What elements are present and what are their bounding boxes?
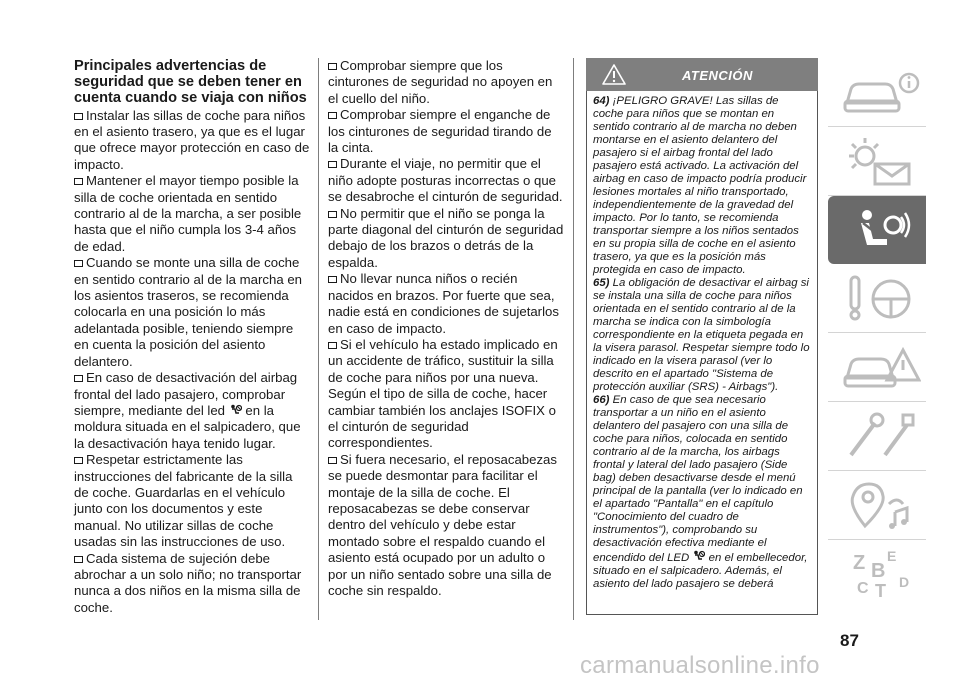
tab-road-warning[interactable] [828,333,926,402]
navigation-music-icon [841,478,921,533]
warning-triangle-icon [602,64,626,85]
road-warning-icon [841,340,921,395]
airbag-off-led-icon [692,550,705,562]
car-info-icon [841,65,921,120]
bullet-item: Durante el viaje, no permitir que el niño adopte posturas incorrectas o que se desabroche el cinturón de seguridad. [328,156,563,205]
index-letter: B [871,560,886,582]
bullet-item: Si fuera necesario, el reposacabezas se puede desmontar para facilitar el montaje de la silla de coche. El reposacabezas se debe conservar dentro del vehículo y debe estar montado sobre el respaldo cuando el asiento está ocupado por un adulto o por un niño sentado sobre una silla de coche sin respaldo. [328,451,557,598]
checkbox-icon [328,276,337,283]
column-divider [318,58,319,620]
index-letter: D [899,574,910,590]
checkbox-icon [328,161,337,168]
warning-number: 66) [593,394,610,406]
checkbox-icon [74,113,83,120]
checkbox-icon [74,260,83,267]
checkbox-icon [74,375,83,382]
page-number: 87 [840,631,859,650]
checkbox-icon [328,63,337,70]
bullet-item: No permitir que el niño se ponga la parte diagonal del cinturón de seguridad debajo de los brazos o detrás de la espalda. [328,205,564,270]
airbag-off-led-icon [229,404,242,416]
tab-key-steering[interactable] [828,264,926,333]
checkbox-icon [74,457,83,464]
warning-header [586,58,818,91]
lights-mail-icon [841,134,921,189]
bullet-item: Comprobar siempre el enganche de los cinturones de seguridad tirando de la cinta. [328,107,552,156]
index-letter: E [887,548,897,564]
checkbox-icon [74,556,83,563]
bullet-item: Cada sistema de sujeción debe abrochar a un solo niño; no transportar nunca a dos niños en la misma silla de coche. [74,550,302,615]
warning-item: 64) ¡PELIGRO GRAVE! Las sillas de coche para niños que se montan en sentido contrario al de marcha no deben montarse en el asiento delantero del pasajero si el airbag frontal del lado pasajero está activado. La activación del airbag en caso de impacto podría producir lesiones mortales al niño transportado, independientemente de la gravedad del impacto. Por lo tanto, se recomienda transportar siempre a los niños sentados en su propia silla de coche en el asiento trasero, ya que es la posición más protegida en caso de impacto. [593,95,807,276]
bullet-item: Comprobar siempre que los cinturones de seguridad no apoyen en el cuello del niño. [328,58,553,106]
tools-icon [841,409,921,464]
tab-lights-mail[interactable] [828,127,926,196]
warning-box [586,58,818,620]
warning-number: 65) [593,277,610,289]
checkbox-icon [328,342,337,349]
tab-index[interactable] [828,540,926,608]
bullet-item: Mantener el mayor tiempo posible la silla de coche orientada en sentido contrario al de la marcha, a ser posible hasta que el niño cumpla los 3-4 años de edad. [74,173,302,254]
bullet-item: Instalar las sillas de coche para niños en el asiento trasero, ya que es el lugar que ofrece mayor protección en caso de impacto. [74,107,310,172]
tab-navigation-music[interactable] [828,471,926,540]
bullet-item: Si el vehículo ha estado implicado en un accidente de tráfico, sustituir la silla de coche para niños por una nueva. Según el tipo de silla de coche, hacer cambiar también los anclajes ISOFIX o el cinturón de seguridad correspondientes. [328,336,558,451]
warning-item: 65) La obligación de desactivar el airbag si se instala una silla de coche para niños orientada en el sentido contrario al de la marcha se indica con la simbología correspondiente en la etiqueta pegada en la visera parasol. Respetar siempre todo lo indicado en la visera parasol (ver lo descrito en el apartado "Sistema de protección auxiliar (SRS) - Airbags"). [593,277,810,393]
key-steering-icon [841,271,921,326]
index-letter: C [857,580,869,597]
warning-item: 66) En caso de que sea necesario transportar a un niño en el asiento delantero del pasajero con una silla de coche para niños, colocada en sentido contrario al de la marcha, los airbags frontal y lateral del lado pasajero (Side bag) deben desactivarse desde el menú principal de la pantalla (ver lo indicado en el apartado "Pantalla" en el capítulo "Conocimiento del cuadro de instrumentos"), comprobando su desactivación efectiva mediante el encendido del LED en el embellecedor, situado en el salpicadero. Además, el asiento del lado pasajero se deberá [593,394,808,590]
bullet-item: Respetar estrictamente las instrucciones del fabricante de la silla de coche. Guardarlas en el vehículo junto con los documentos y este manual. No utilizar sillas de coche usadas sin las instrucciones de uso. [74,452,293,550]
checkbox-icon [328,457,337,464]
tab-car-info[interactable] [828,58,926,127]
bullet-item: En caso de desactivación del airbag frontal del lado pasajero, comprobar siempre, mediante del led en la moldura situada en el salpicadero, que la desactivación haya tenido lugar. [74,370,301,451]
index-icon [841,547,921,602]
footer-watermark[interactable]: carmanualsonline.info [580,652,820,679]
index-letter: T [875,581,886,601]
checkbox-icon [328,211,337,218]
seat-airbag-icon [841,203,921,258]
column-divider [573,58,574,620]
column-2 [328,58,564,599]
bullet-item: No llevar nunca niños o recién nacidos en brazos. Por fuerte que sea, nadie está en condiciones de sujetarlos en caso de impacto. [328,271,559,336]
column-1 [74,58,310,616]
warning-body [586,91,818,615]
chapter-sidebar [828,58,926,608]
checkbox-icon [74,178,83,185]
checkbox-icon [328,112,337,119]
warning-number: 64) [593,95,610,107]
warning-title: ATENCIÓN [682,68,753,83]
bullet-item: Cuando se monte una silla de coche en sentido contrario al de la marcha en los asientos traseros, se recomienda colocarla en una posición lo más adelantada posible, teniendo siempre en cuenta la posición del asiento delantero. [74,255,302,369]
index-letter: Z [853,552,866,574]
tab-seat-airbag[interactable] [828,196,926,264]
tab-tools[interactable] [828,402,926,471]
section-heading: Principales advertencias de seguridad que se deben tener en cuenta cuando se viaja con niños [74,58,307,107]
